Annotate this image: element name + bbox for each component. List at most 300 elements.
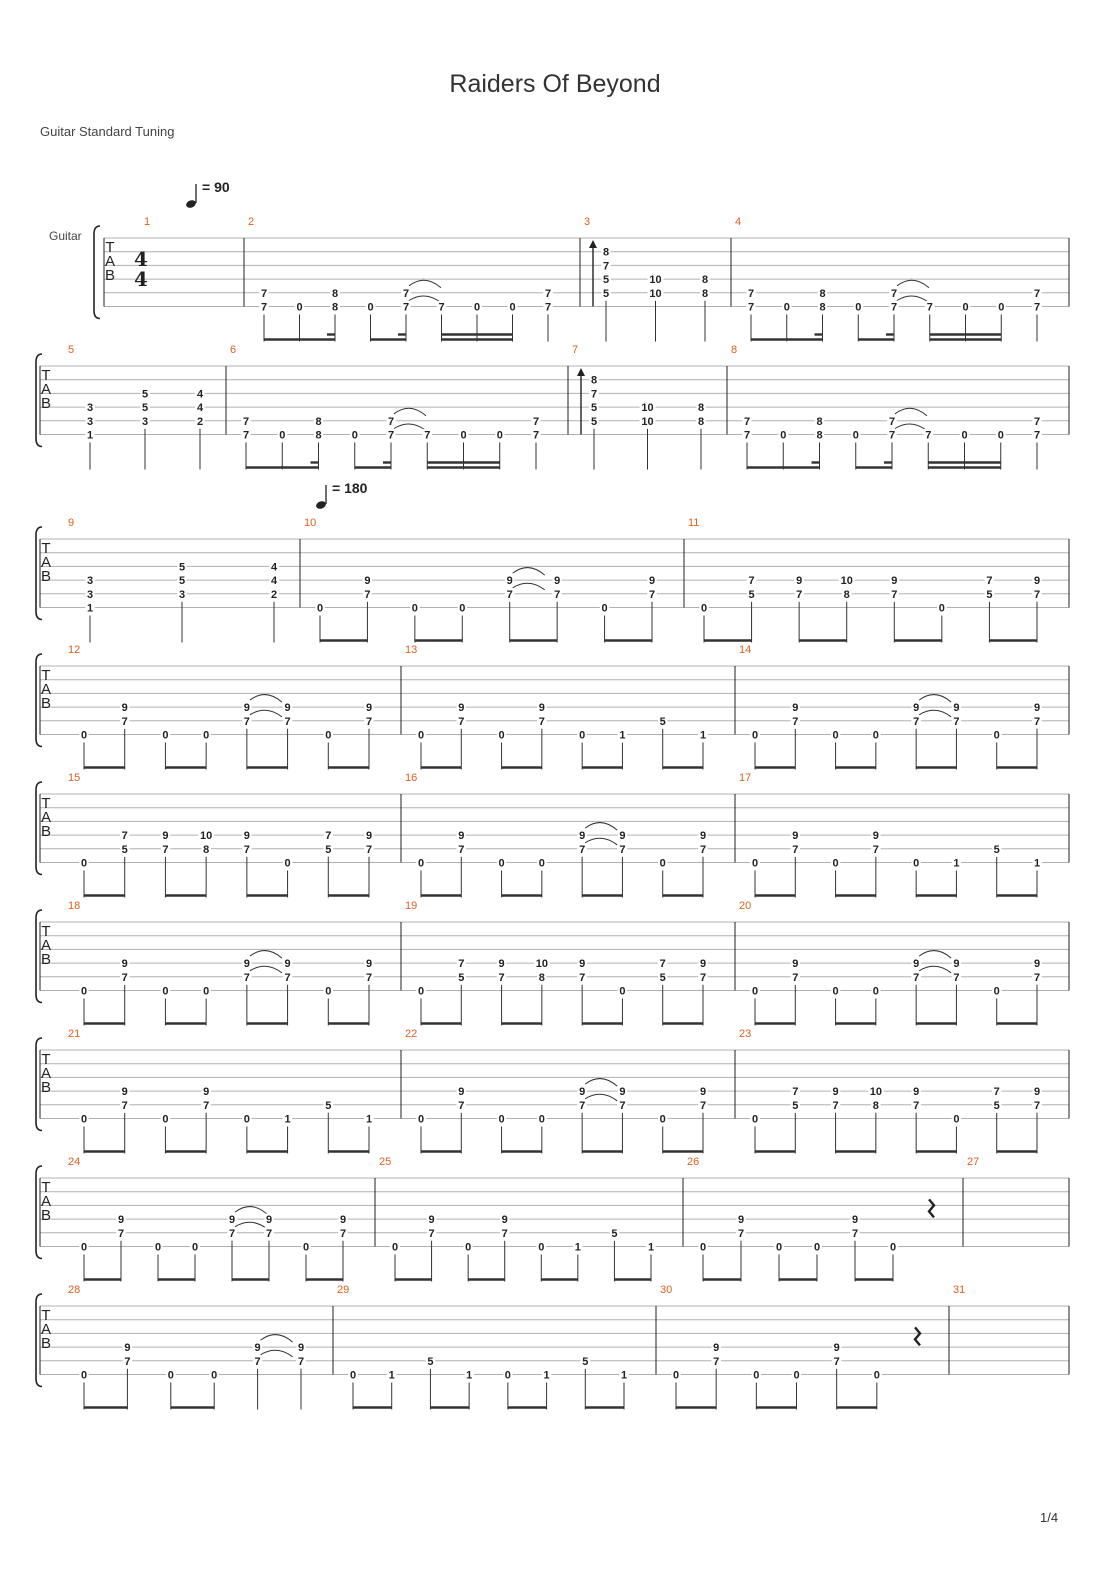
- fret-number: 7: [832, 1099, 839, 1112]
- fret-number: 0: [460, 429, 467, 442]
- fret-number: 7: [913, 971, 920, 984]
- fret-number: 0: [997, 429, 1004, 442]
- fret-number: 7: [1033, 429, 1041, 442]
- fret-number: 1: [543, 1369, 550, 1382]
- tab-letter-t: T: [41, 540, 51, 557]
- fret-number: 9: [851, 1214, 859, 1227]
- fret-number: 1: [466, 1369, 473, 1382]
- fret-number: 0: [751, 1113, 759, 1126]
- fret-number: 0: [961, 429, 968, 442]
- fret-number: 9: [953, 702, 960, 715]
- tie-arc: [235, 1207, 267, 1215]
- song-title: Raiders Of Beyond: [449, 70, 661, 98]
- fret-number: 7: [243, 843, 250, 856]
- measure-number: 22: [405, 1028, 418, 1040]
- fret-number: 8: [697, 415, 705, 428]
- fret-number: 5: [602, 287, 610, 300]
- tie-arc: [250, 710, 282, 717]
- measure-number: 14: [739, 644, 752, 656]
- tab-letter-a: A: [40, 937, 52, 954]
- measure-number: 17: [739, 772, 752, 784]
- fret-number: 0: [80, 1241, 88, 1254]
- fret-number: 7: [891, 588, 898, 601]
- fret-number: 7: [792, 1086, 799, 1099]
- fret-number: 7: [458, 958, 465, 971]
- tie-arc: [513, 568, 545, 576]
- measure-number: 25: [379, 1156, 392, 1168]
- tab-letter-t: T: [105, 239, 115, 256]
- fret-number: 5: [121, 843, 128, 856]
- fret-number: 9: [284, 702, 291, 715]
- fret-number: 7: [402, 301, 410, 314]
- fret-number: 0: [417, 729, 425, 742]
- tie-arc: [897, 296, 929, 303]
- fret-number: 2: [196, 415, 204, 428]
- measure-number: 31: [953, 1284, 966, 1296]
- fret-number: 5: [427, 1355, 434, 1368]
- fret-number: 0: [211, 1369, 218, 1382]
- fret-number: 0: [962, 301, 969, 314]
- fret-number: 0: [538, 1241, 545, 1254]
- fret-number: 9: [1033, 958, 1041, 971]
- fret-number: 7: [458, 715, 465, 728]
- fret-number: 9: [265, 1214, 273, 1227]
- fret-number: 9: [579, 830, 586, 843]
- fret-number: 0: [659, 1113, 666, 1126]
- fret-number: 10: [869, 1086, 882, 1099]
- fret-number: 7: [387, 429, 395, 442]
- fret-number: 7: [792, 971, 799, 984]
- tie-arc: [585, 838, 617, 845]
- fret-number: 9: [121, 1086, 128, 1099]
- fret-number: 0: [367, 301, 374, 314]
- tab-letter-a: A: [40, 1321, 52, 1338]
- quarter-rest: [929, 1199, 934, 1217]
- fret-number: 7: [254, 1355, 261, 1368]
- tie-arc: [394, 408, 426, 416]
- fret-number: 7: [1033, 715, 1041, 728]
- fret-number: 9: [458, 1086, 465, 1099]
- fret-number: 8: [203, 843, 210, 856]
- measure-number: 4: [735, 216, 742, 228]
- fret-number: 0: [873, 1369, 880, 1382]
- fret-number: 7: [747, 287, 755, 300]
- fret-number: 0: [783, 301, 790, 314]
- fret-number: 7: [1033, 1099, 1041, 1112]
- fret-number: 7: [747, 301, 755, 314]
- fret-number: 3: [86, 588, 94, 601]
- fret-number: 0: [889, 1241, 897, 1254]
- fret-number: 7: [260, 301, 268, 314]
- fret-number: 0: [700, 602, 708, 615]
- tie-arc: [585, 1079, 617, 1087]
- fret-number: 1: [647, 1241, 655, 1254]
- fret-number: 5: [141, 388, 149, 401]
- fret-number: 9: [913, 958, 920, 971]
- fret-number: 0: [279, 429, 286, 442]
- fret-number: 7: [538, 715, 545, 728]
- measure-number: 19: [405, 900, 418, 912]
- fret-number: 7: [993, 1086, 1000, 1099]
- fret-number: 8: [538, 971, 545, 984]
- tab-letter-a: A: [40, 1065, 52, 1082]
- fret-number: 7: [506, 588, 513, 601]
- fret-number: 8: [331, 287, 339, 300]
- fret-number: 0: [753, 1369, 760, 1382]
- time-signature-bottom: 4: [134, 267, 148, 291]
- fret-number: 7: [699, 843, 707, 856]
- tie-arc: [895, 408, 927, 416]
- fret-number: 8: [819, 287, 826, 300]
- fret-number: 5: [993, 843, 1000, 856]
- tab-letter-b: B: [40, 1079, 52, 1096]
- fret-number: 3: [86, 415, 94, 428]
- tab-letter-t: T: [41, 367, 51, 384]
- fret-number: 0: [504, 1369, 511, 1382]
- fret-number: 3: [86, 575, 94, 588]
- fret-number: 9: [243, 830, 250, 843]
- fret-number: 0: [780, 429, 787, 442]
- tab-letter-b: B: [40, 1335, 52, 1352]
- fret-number: 9: [365, 830, 373, 843]
- fret-number: 7: [424, 429, 431, 442]
- fret-number: 0: [203, 985, 210, 998]
- fret-number: 1: [953, 857, 960, 870]
- fret-number: 0: [619, 985, 626, 998]
- tab-letter-a: A: [40, 554, 52, 571]
- fret-number: 0: [80, 1113, 88, 1126]
- fret-number: 7: [579, 843, 586, 856]
- fret-number: 5: [590, 402, 598, 415]
- fret-number: 5: [993, 1099, 1000, 1112]
- measure-number: 30: [660, 1284, 673, 1296]
- fret-number: 0: [538, 1113, 545, 1126]
- fret-number: 7: [913, 1099, 920, 1112]
- fret-number: 0: [465, 1241, 472, 1254]
- fret-number: 7: [926, 301, 933, 314]
- tie-arc: [919, 710, 951, 717]
- fret-number: 9: [579, 958, 586, 971]
- fret-number: 10: [840, 575, 853, 588]
- fret-number: 10: [641, 415, 654, 428]
- fret-number: 8: [315, 415, 322, 428]
- fret-number: 0: [302, 1241, 310, 1254]
- fret-number: 0: [498, 729, 505, 742]
- fret-number: 0: [872, 985, 879, 998]
- fret-number: 0: [316, 602, 324, 615]
- fret-number: 7: [579, 1099, 586, 1112]
- fret-number: 7: [986, 575, 993, 588]
- fret-number: 7: [743, 429, 751, 442]
- fret-number: 7: [888, 429, 896, 442]
- fret-number: 7: [458, 843, 465, 856]
- fret-number: 9: [792, 830, 799, 843]
- fret-number: 3: [141, 415, 149, 428]
- time-signature-top: 4: [134, 247, 148, 271]
- fret-number: 7: [872, 843, 879, 856]
- tab-letter-a: A: [40, 381, 52, 398]
- fret-number: 9: [428, 1214, 435, 1227]
- fret-number: 9: [243, 702, 250, 715]
- tie-arc: [897, 280, 929, 288]
- measure-number: 28: [68, 1284, 81, 1296]
- fret-number: 4: [196, 402, 204, 415]
- fret-number: 7: [501, 1227, 508, 1240]
- fret-number: 7: [124, 1355, 131, 1368]
- tie-arc: [919, 966, 951, 973]
- fret-number: 7: [428, 1227, 435, 1240]
- measure-number: 27: [967, 1156, 980, 1168]
- tab-letter-a: A: [40, 681, 52, 698]
- fret-number: 7: [339, 1227, 347, 1240]
- tab-letter-b: B: [40, 395, 52, 412]
- fret-number: 9: [648, 575, 656, 588]
- fret-number: 7: [699, 971, 707, 984]
- fret-number: 5: [141, 402, 149, 415]
- fret-number: 0: [391, 1241, 399, 1254]
- fret-number: 9: [832, 1086, 839, 1099]
- fret-number: 7: [325, 830, 332, 843]
- tab-letter-a: A: [104, 253, 116, 270]
- fret-number: 7: [890, 301, 898, 314]
- tie-arc: [250, 966, 282, 973]
- fret-number: 5: [325, 1099, 332, 1112]
- fret-number: 0: [751, 985, 759, 998]
- fret-number: 9: [1033, 1086, 1041, 1099]
- fret-number: 9: [501, 1214, 508, 1227]
- measure-number: 6: [230, 344, 237, 356]
- measure-number: 15: [68, 772, 81, 784]
- tab-letter-t: T: [41, 1307, 51, 1324]
- measure-number: 10: [304, 517, 317, 529]
- tie-arc: [895, 424, 927, 431]
- fret-number: 7: [544, 287, 552, 300]
- fret-number: 9: [203, 1086, 210, 1099]
- fret-number: 0: [793, 1369, 800, 1382]
- fret-number: 0: [80, 857, 88, 870]
- fret-number: 0: [191, 1241, 199, 1254]
- tempo-label: = 90: [202, 179, 230, 195]
- fret-number: 8: [590, 374, 598, 387]
- fret-number: 8: [819, 301, 826, 314]
- measure-number: 13: [405, 644, 418, 656]
- fret-number: 0: [938, 602, 945, 615]
- fret-number: 7: [387, 415, 395, 428]
- fret-number: 7: [162, 843, 169, 856]
- tab-letter-t: T: [41, 923, 51, 940]
- fret-number: 9: [297, 1342, 305, 1355]
- fret-number: 0: [80, 1369, 88, 1382]
- fret-number: 7: [121, 971, 128, 984]
- fret-number: 7: [851, 1227, 859, 1240]
- fret-number: 7: [748, 575, 755, 588]
- fret-number: 2: [270, 588, 278, 601]
- fret-number: 9: [339, 1214, 347, 1227]
- fret-number: 0: [775, 1241, 783, 1254]
- tie-arc: [261, 1350, 293, 1357]
- fret-number: 7: [619, 1099, 626, 1112]
- fret-number: 9: [872, 830, 879, 843]
- fret-number: 0: [953, 1113, 960, 1126]
- tie-arc: [261, 1335, 293, 1343]
- fret-number: 7: [242, 415, 250, 428]
- fret-number: 1: [620, 1369, 628, 1382]
- fret-number: 7: [532, 415, 540, 428]
- fret-number: 7: [579, 971, 586, 984]
- fret-number: 0: [538, 857, 545, 870]
- fret-number: 9: [1033, 702, 1041, 715]
- tie-arc: [394, 424, 426, 431]
- fret-number: 9: [554, 575, 561, 588]
- tie-arc: [235, 1222, 267, 1229]
- fret-number: 7: [833, 1355, 840, 1368]
- fret-number: 9: [162, 830, 169, 843]
- fret-number: 7: [796, 588, 803, 601]
- fret-number: 10: [641, 402, 654, 415]
- measure-number: 16: [405, 772, 418, 784]
- fret-number: 9: [913, 702, 920, 715]
- fret-number: 7: [365, 843, 373, 856]
- fret-number: 5: [178, 561, 186, 574]
- fret-number: 9: [117, 1214, 125, 1227]
- system-brace: [94, 226, 100, 319]
- fret-number: 7: [659, 958, 666, 971]
- fret-number: 9: [228, 1214, 236, 1227]
- fret-number: 0: [832, 985, 839, 998]
- fret-number: 7: [364, 588, 371, 601]
- fret-number: 5: [986, 588, 993, 601]
- fret-number: 7: [913, 715, 920, 728]
- fret-number: 0: [459, 602, 466, 615]
- tab-letter-b: B: [40, 568, 52, 585]
- fret-number: 0: [411, 602, 418, 615]
- fret-number: 10: [200, 830, 213, 843]
- fret-number: 5: [611, 1227, 618, 1240]
- tie-arc: [585, 1094, 617, 1101]
- fret-number: 9: [737, 1214, 745, 1227]
- fret-number: 1: [86, 429, 94, 442]
- fret-number: 1: [1033, 857, 1041, 870]
- fret-number: 7: [117, 1227, 125, 1240]
- fret-number: 0: [243, 1113, 250, 1126]
- fret-number: 9: [699, 1086, 707, 1099]
- tie-arc: [513, 583, 545, 590]
- tempo-label: = 180: [332, 480, 368, 496]
- fret-number: 9: [699, 830, 707, 843]
- fret-number: 0: [162, 729, 169, 742]
- fret-number: 0: [351, 429, 358, 442]
- measure-number: 8: [731, 344, 738, 356]
- tie-arc: [409, 296, 441, 303]
- fret-number: 9: [619, 1086, 626, 1099]
- fret-number: 9: [506, 575, 513, 588]
- fret-number: 7: [498, 971, 505, 984]
- fret-number: 7: [228, 1227, 236, 1240]
- fret-number: 0: [417, 1113, 425, 1126]
- fret-number: 7: [458, 1099, 465, 1112]
- tab-letter-b: B: [40, 951, 52, 968]
- fret-number: 0: [832, 857, 839, 870]
- fret-number: 7: [121, 830, 128, 843]
- measure-number: 26: [687, 1156, 700, 1168]
- tab-letter-b: B: [104, 267, 116, 284]
- fret-number: 0: [659, 857, 666, 870]
- fret-number: 5: [602, 274, 610, 287]
- fret-number: 7: [438, 301, 445, 314]
- fret-number: 7: [1033, 415, 1041, 428]
- fret-number: 0: [672, 1369, 680, 1382]
- fret-number: 9: [458, 702, 465, 715]
- fret-number: 0: [162, 985, 169, 998]
- measure-number: 12: [68, 644, 81, 656]
- fret-number: 5: [590, 415, 598, 428]
- fret-number: 8: [816, 415, 823, 428]
- fret-number: 5: [748, 588, 755, 601]
- fret-number: 9: [713, 1342, 720, 1355]
- fret-number: 7: [737, 1227, 745, 1240]
- fret-number: 1: [619, 729, 626, 742]
- tuning-label: Guitar Standard Tuning: [40, 124, 175, 139]
- fret-number: 0: [325, 985, 332, 998]
- tempo-note-icon: [185, 199, 197, 209]
- measure-number: 18: [68, 900, 81, 912]
- fret-number: 7: [121, 1099, 128, 1112]
- measure-number: 1: [144, 216, 151, 228]
- fret-number: 7: [1033, 971, 1041, 984]
- fret-number: 0: [601, 602, 608, 615]
- fret-number: 7: [365, 715, 373, 728]
- strum-arrow-head: [577, 368, 585, 376]
- fret-number: 8: [843, 588, 850, 601]
- fret-number: 8: [701, 287, 709, 300]
- fret-number: 3: [178, 588, 186, 601]
- fret-number: 0: [349, 1369, 357, 1382]
- track-name: Guitar: [49, 229, 82, 243]
- fret-number: 7: [121, 715, 128, 728]
- fret-number: 4: [196, 388, 204, 401]
- tab-letter-t: T: [41, 1051, 51, 1068]
- fret-number: 9: [891, 575, 898, 588]
- fret-number: 9: [284, 958, 291, 971]
- fret-number: 0: [993, 985, 1000, 998]
- fret-number: 7: [713, 1355, 720, 1368]
- fret-number: 8: [602, 246, 610, 259]
- fret-number: 0: [284, 857, 291, 870]
- fret-number: 0: [498, 1113, 505, 1126]
- fret-number: 9: [243, 958, 250, 971]
- fret-number: 9: [124, 1342, 131, 1355]
- fret-number: 7: [1033, 588, 1041, 601]
- fret-number: 5: [325, 843, 332, 856]
- fret-number: 9: [498, 958, 505, 971]
- fret-number: 7: [792, 715, 799, 728]
- fret-number: 7: [532, 429, 540, 442]
- fret-number: 10: [535, 958, 548, 971]
- fret-number: 0: [473, 301, 481, 314]
- fret-number: 9: [538, 702, 545, 715]
- fret-number: 0: [162, 1113, 169, 1126]
- fret-number: 7: [888, 415, 896, 428]
- fret-number: 8: [872, 1099, 879, 1112]
- fret-number: 9: [458, 830, 465, 843]
- tab-letter-b: B: [40, 695, 52, 712]
- fret-number: 7: [590, 388, 598, 401]
- fret-number: 9: [365, 702, 373, 715]
- fret-number: 7: [260, 287, 268, 300]
- fret-number: 9: [1033, 575, 1041, 588]
- fret-number: 1: [699, 729, 707, 742]
- fret-number: 5: [659, 971, 666, 984]
